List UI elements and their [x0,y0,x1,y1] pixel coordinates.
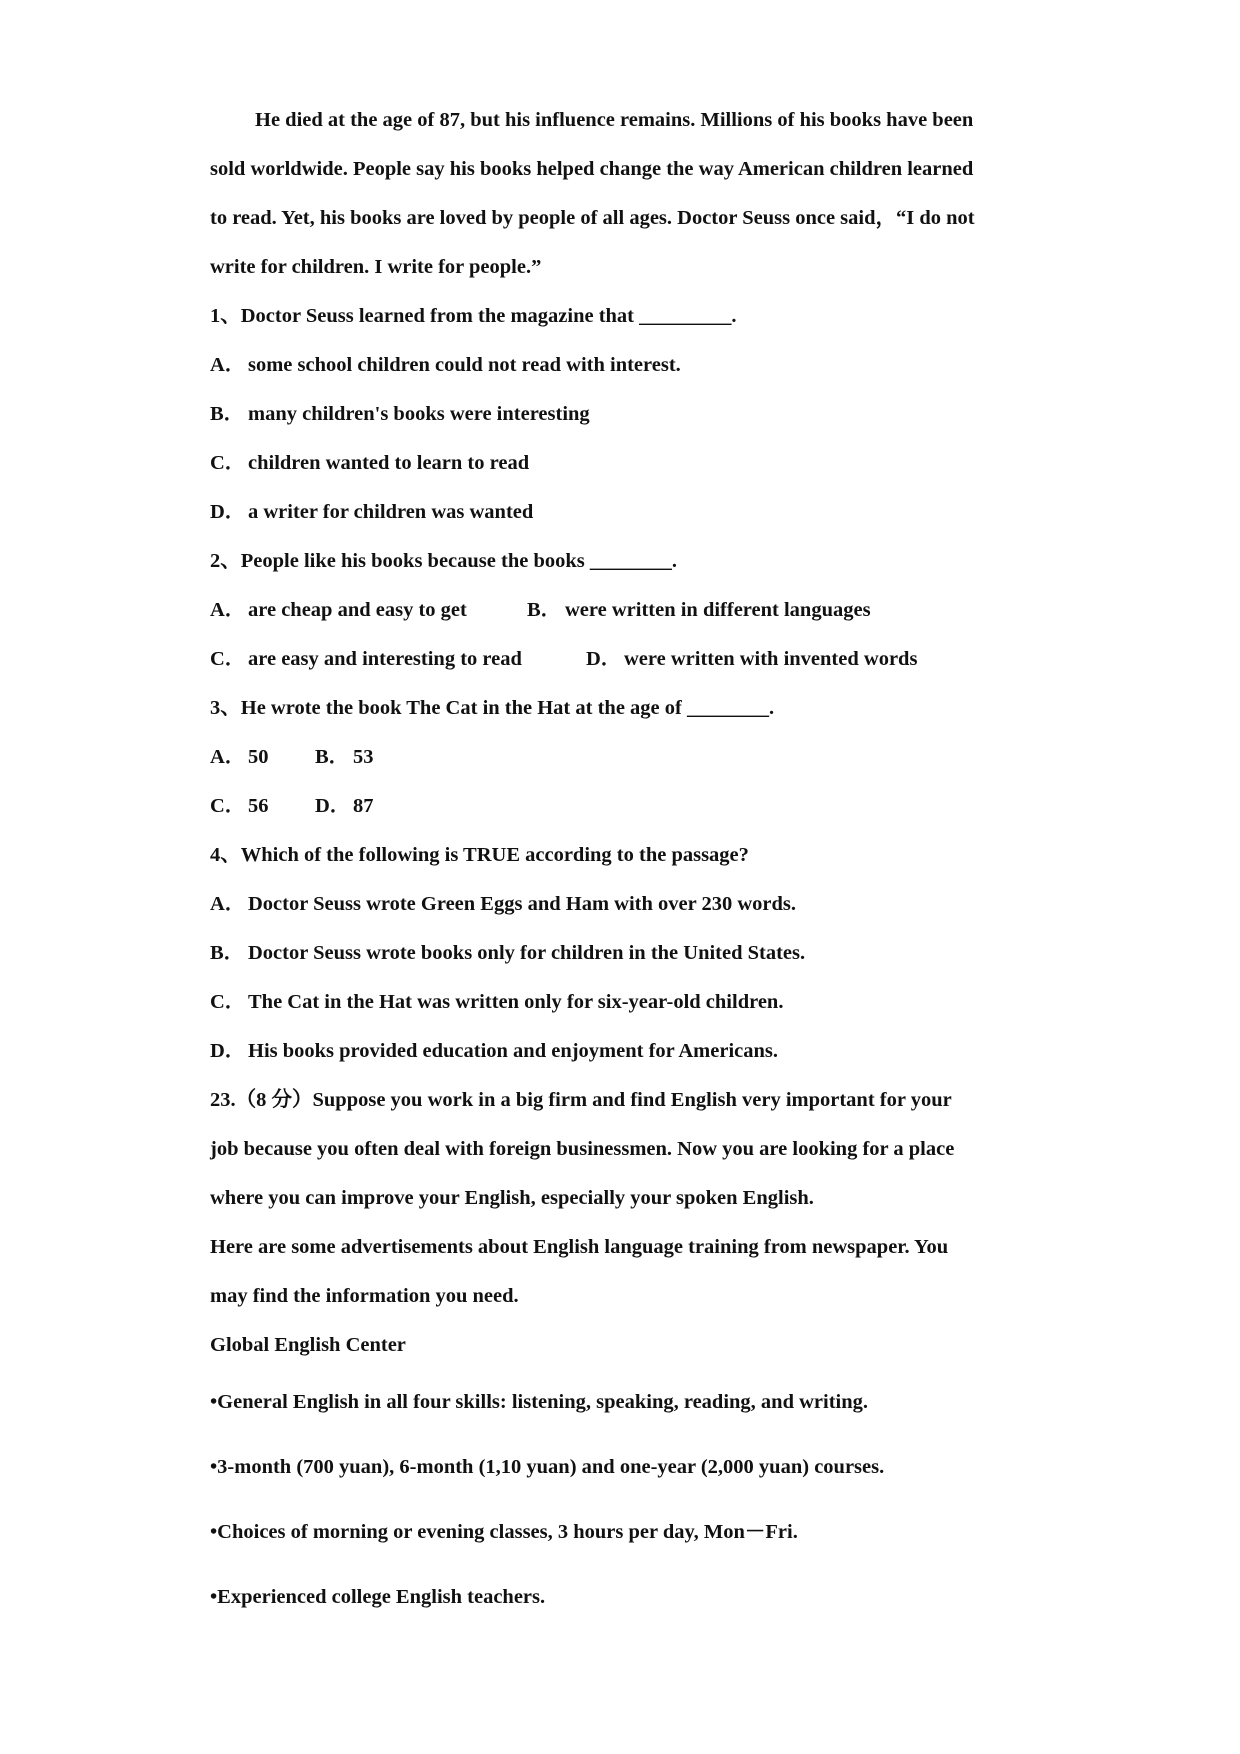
advert-bullet: •General English in all four skills: listening, speaking, reading, and writing. [210,1391,868,1413]
option-label: C． [210,452,246,474]
option-label: A． [210,354,246,376]
question-4-option-a [210,894,796,915]
option-label: A． [210,746,246,768]
option-label: B． [315,746,350,768]
question-23-intro-line: job because you often deal with foreign businessmen. Now you are looking for a place [210,1138,955,1160]
option-label: A． [210,599,246,621]
option-text: are easy and interesting to read [248,648,522,670]
question-1-option-b [210,404,590,425]
advert-bullet: •Choices of morning or evening classes, 3 hours per day, Mon－Fri. [210,1521,798,1543]
option-text: 53 [353,746,374,768]
option-label: B． [210,942,245,964]
question-1-stem: 1、Doctor Seuss learned from the magazine that _________. [210,305,737,327]
question-3-options-row-1 [210,747,510,768]
option-text: were written with invented words [624,648,918,670]
question-3-stem: 3、He wrote the book The Cat in the Hat at the age of ________. [210,697,775,719]
option-text: His books provided education and enjoyment for Americans. [248,1040,779,1062]
option-label: C． [210,795,246,817]
question-2-stem: 2、People like his books because the books ________. [210,550,677,572]
option-text: some school children could not read with interest. [248,354,681,376]
option-label: B． [210,403,245,425]
passage-line: sold worldwide. People say his books helped change the way American children learned [210,158,974,180]
question-1-option-d [210,502,533,523]
option-label: D． [315,795,351,817]
question-3-options-row-2 [210,796,510,817]
option-label: A． [210,893,246,915]
question-23-intro-line: where you can improve your English, especially your spoken English. [210,1187,814,1209]
question-1-option-a [210,355,681,376]
passage-line: He died at the age of 87, but his influence remains. Millions of his books have been [255,109,974,131]
advert-center-name: Global English Center [210,1334,406,1356]
question-4-option-c [210,992,783,1013]
question-23-intro-line: may find the information you need. [210,1285,519,1307]
question-2-options-row-1 [210,600,1010,621]
option-text: children wanted to learn to read [248,452,530,474]
question-23-intro-line: Here are some advertisements about English language training from newspaper. You [210,1236,949,1258]
option-label: C． [210,648,246,670]
advert-bullet: •3-month (700 yuan), 6-month (1,10 yuan) and one-year (2,000 yuan) courses. [210,1456,885,1478]
option-text: a writer for children was wanted [248,501,534,523]
passage-line: to read. Yet, his books are loved by people of all ages. Doctor Seuss once said，“I do not [210,207,975,229]
question-2-options-row-2 [210,649,1010,670]
option-text: Doctor Seuss wrote Green Eggs and Ham with over 230 words. [248,893,796,915]
option-label: C． [210,991,246,1013]
question-4-option-b [210,943,805,964]
question-4-stem: 4、Which of the following is TRUE according to the passage? [210,844,749,866]
question-1-option-c [210,453,529,474]
passage-line: write for children. I write for people.” [210,256,542,278]
option-text: 56 [248,795,269,817]
option-text: are cheap and easy to get [248,599,467,621]
option-label: D． [586,648,622,670]
question-23-intro-line: 23.（8 分）Suppose you work in a big firm and find English very important for your [210,1089,952,1111]
option-text: were written in different languages [565,599,871,621]
option-text: The Cat in the Hat was written only for six-year-old children. [248,991,784,1013]
option-label: B． [527,599,562,621]
option-label: D． [210,1040,246,1062]
option-text: many children's books were interesting [248,403,590,425]
option-label: D． [210,501,246,523]
advert-bullet: •Experienced college English teachers. [210,1586,546,1608]
option-text: 87 [353,795,374,817]
question-4-option-d [210,1041,778,1062]
option-text: Doctor Seuss wrote books only for children in the United States. [248,942,806,964]
option-text: 50 [248,746,269,768]
